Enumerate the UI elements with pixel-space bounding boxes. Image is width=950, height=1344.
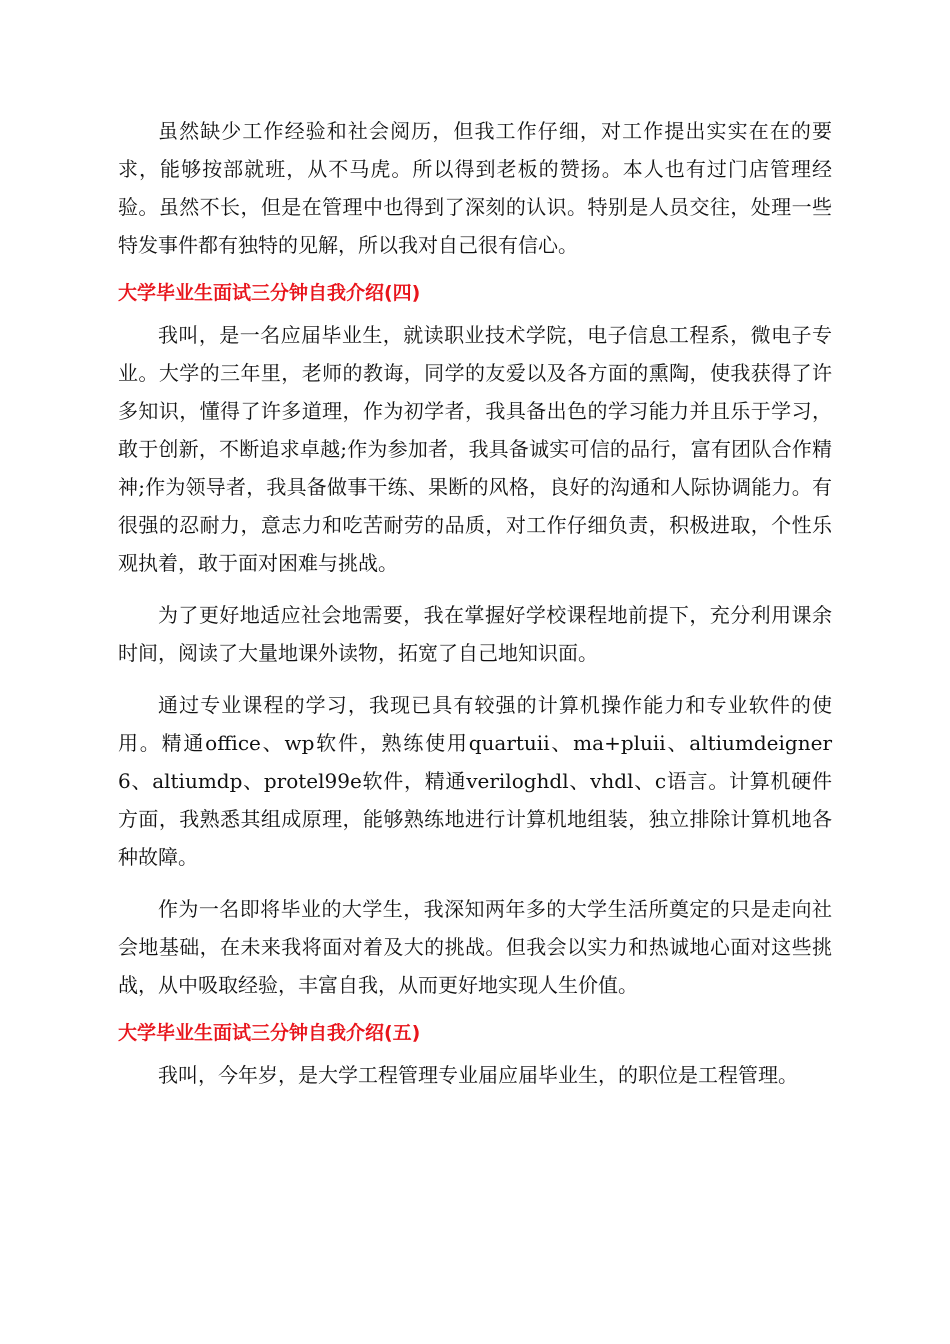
paragraph: 虽然缺少工作经验和社会阅历，但我工作仔细，对工作提出实实在在的要求，能够按部就班，从不马虎。所以得到老板的赞扬。本人也有过门店管理经验。虽然不长，但是在管理中也得到了深刻的认识。特别是人员交往，处理一些特发事件都有独特的见解，所以我对自己很有信心。 <box>118 119 832 257</box>
section-heading: 大学毕业生面试三分钟自我介绍(四) <box>118 282 421 304</box>
paragraph: 通过专业课程的学习，我现已具有较强的计算机操作能力和专业软件的使用。精通office、wp软件，熟练使用quartuii、ma+pluii、altiumdeigner6、altiumdp、protel99e软件，精通veriloghdl、vhdl、c语言。计算机硬件方面，我熟悉其组成原理，能够熟练地进行计算机地组装，独立排除计算机地各种故障。 <box>118 693 832 869</box>
paragraph: 为了更好地适应社会地需要，我在掌握好学校课程地前提下，充分利用课余时间，阅读了大量地课外读物，拓宽了自己地知识面。 <box>118 603 832 665</box>
paragraph: 我叫，今年岁，是大学工程管理专业届应届毕业生，的职位是工程管理。 <box>158 1063 798 1087</box>
section-heading: 大学毕业生面试三分钟自我介绍(五) <box>118 1022 421 1044</box>
paragraph: 作为一名即将毕业的大学生，我深知两年多的大学生活所奠定的只是走向社会地基础，在未来我将面对着及大的挑战。但我会以实力和热诚地心面对这些挑战，从中吸取经验，丰富自我，从而更好地实现人生价值。 <box>118 897 832 997</box>
paragraph: 我叫，是一名应届毕业生，就读职业技术学院，电子信息工程系，微电子专业。大学的三年里，老师的教诲，同学的友爱以及各方面的熏陶，使我获得了许多知识，懂得了许多道理，作为初学者，我具备出色的学习能力并且乐于学习，敢于创新，不断追求卓越;作为参加者，我具备诚实可信的品行，富有团队合作精神;作为领导者，我具备做事干练、果断的风格，良好的沟通和人际协调能力。有很强的忍耐力，意志力和吃苦耐劳的品质，对工作仔细负责，积极进取，个性乐观执着，敢于面对困难与挑战。 <box>118 323 832 575</box>
